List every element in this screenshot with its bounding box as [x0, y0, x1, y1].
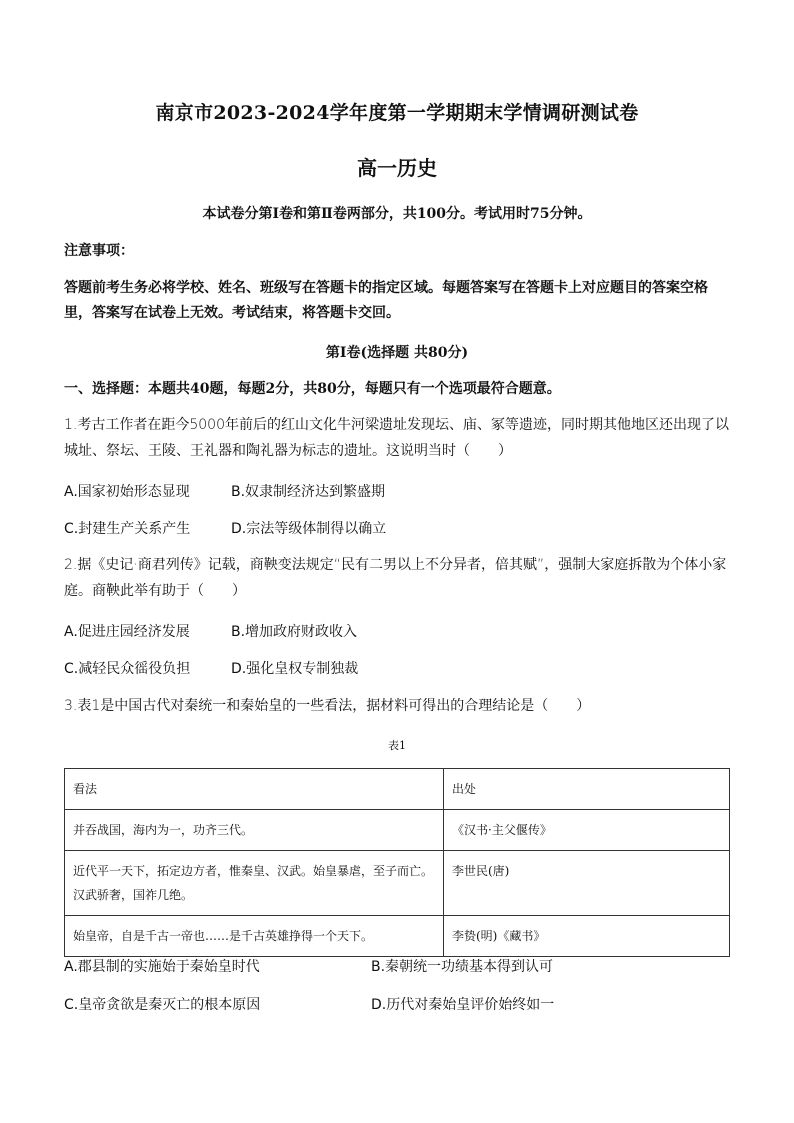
table-row: [65, 851, 730, 916]
notice-heading: 注意事项：: [64, 243, 134, 259]
question-3-option-b: B.秦朝统一功绩基本得到认可: [371, 959, 554, 975]
question-2-option-d: D.强化皇权专制独裁: [231, 661, 359, 677]
exam-info: 本试卷分第Ⅰ卷和第Ⅱ卷两部分，共100分。考试用时75分钟。: [202, 206, 592, 222]
table-header-cell: 看法: [65, 769, 444, 810]
question-3-option-d: D.历代对秦始皇评价始终如一: [371, 997, 555, 1013]
question-1-option-d: D.宗法等级体制得以确立: [231, 521, 387, 537]
question-3-stem: 3.表1是中国古代对秦统一和秦始皇的一些看法，据材料可得出的合理结论是（ ）: [64, 698, 591, 714]
table-row: [65, 916, 730, 957]
question-1-option-a: A.国家初始形态显现: [64, 484, 190, 500]
section-title: 一、选择题：本题共40题，每题2分，共80分，每题只有一个选项最符合题意。: [64, 381, 561, 397]
exam-title: 南京市2023-2024学年度第一学期期末学情调研测试卷: [155, 102, 639, 124]
table-cell-view: 近代平一天下，拓定边方者，惟秦皇、汉武。始皇暴虐，至子而亡。汉武骄奢，国祚几绝。: [65, 851, 444, 916]
source-table: [64, 768, 730, 957]
table-cell-source: 《汉书·主父偃传》: [444, 810, 730, 851]
table-cell-source: 李贽(明)《藏书》: [444, 916, 730, 957]
exam-subject: 高一历史: [357, 156, 437, 180]
table-caption: 表1: [388, 739, 406, 752]
question-2-option-c: C.减轻民众徭役负担: [64, 661, 191, 677]
question-2-option-b: B.增加政府财政收入: [231, 624, 358, 640]
question-1-option-b: B.奴隶制经济达到繁盛期: [231, 484, 386, 500]
question-1-stem: 1.考古工作者在距今5000年前后的红山文化牛河梁遗址发现坛、庙、冢等遗迹，同时期其他地区还出现了以城址、祭坛、王陵、王礼器和陶礼器为标志的遗址。这说明当时（ ）: [64, 417, 729, 459]
table-cell-view: 并吞战国，海内为一，功齐三代。: [65, 810, 444, 851]
volume-title: 第Ⅰ卷(选择题 共80分): [325, 345, 469, 361]
question-3-option-c: C.皇帝贪欲是秦灭亡的根本原因: [64, 997, 261, 1013]
question-3-option-a: A.郡县制的实施始于秦始皇时代: [64, 959, 260, 975]
table-row: [65, 810, 730, 851]
question-1-option-c: C.封建生产关系产生: [64, 521, 191, 537]
question-2-stem: 2.据《史记·商君列传》记载，商鞅变法规定“民有二男以上不分异者，倍其赋”，强制大家庭拆散为个体小家庭。商鞅此举有助于（ ）: [64, 557, 727, 599]
table-cell-source: 李世民(唐): [444, 851, 730, 916]
notice-text: 答题前考生务必将学校、姓名、班级写在答题卡的指定区域。每题答案写在答题卡上对应题目的答案空格里，答案写在试卷上无效。考试结束，将答题卡交回。: [64, 280, 708, 321]
table-header-row: [65, 769, 730, 810]
table-header-cell: 出处: [444, 769, 730, 810]
question-2-option-a: A.促进庄园经济发展: [64, 624, 190, 640]
table-cell-view: 始皇帝，自是千古一帝也……是千古英雄挣得一个天下。: [65, 916, 444, 957]
